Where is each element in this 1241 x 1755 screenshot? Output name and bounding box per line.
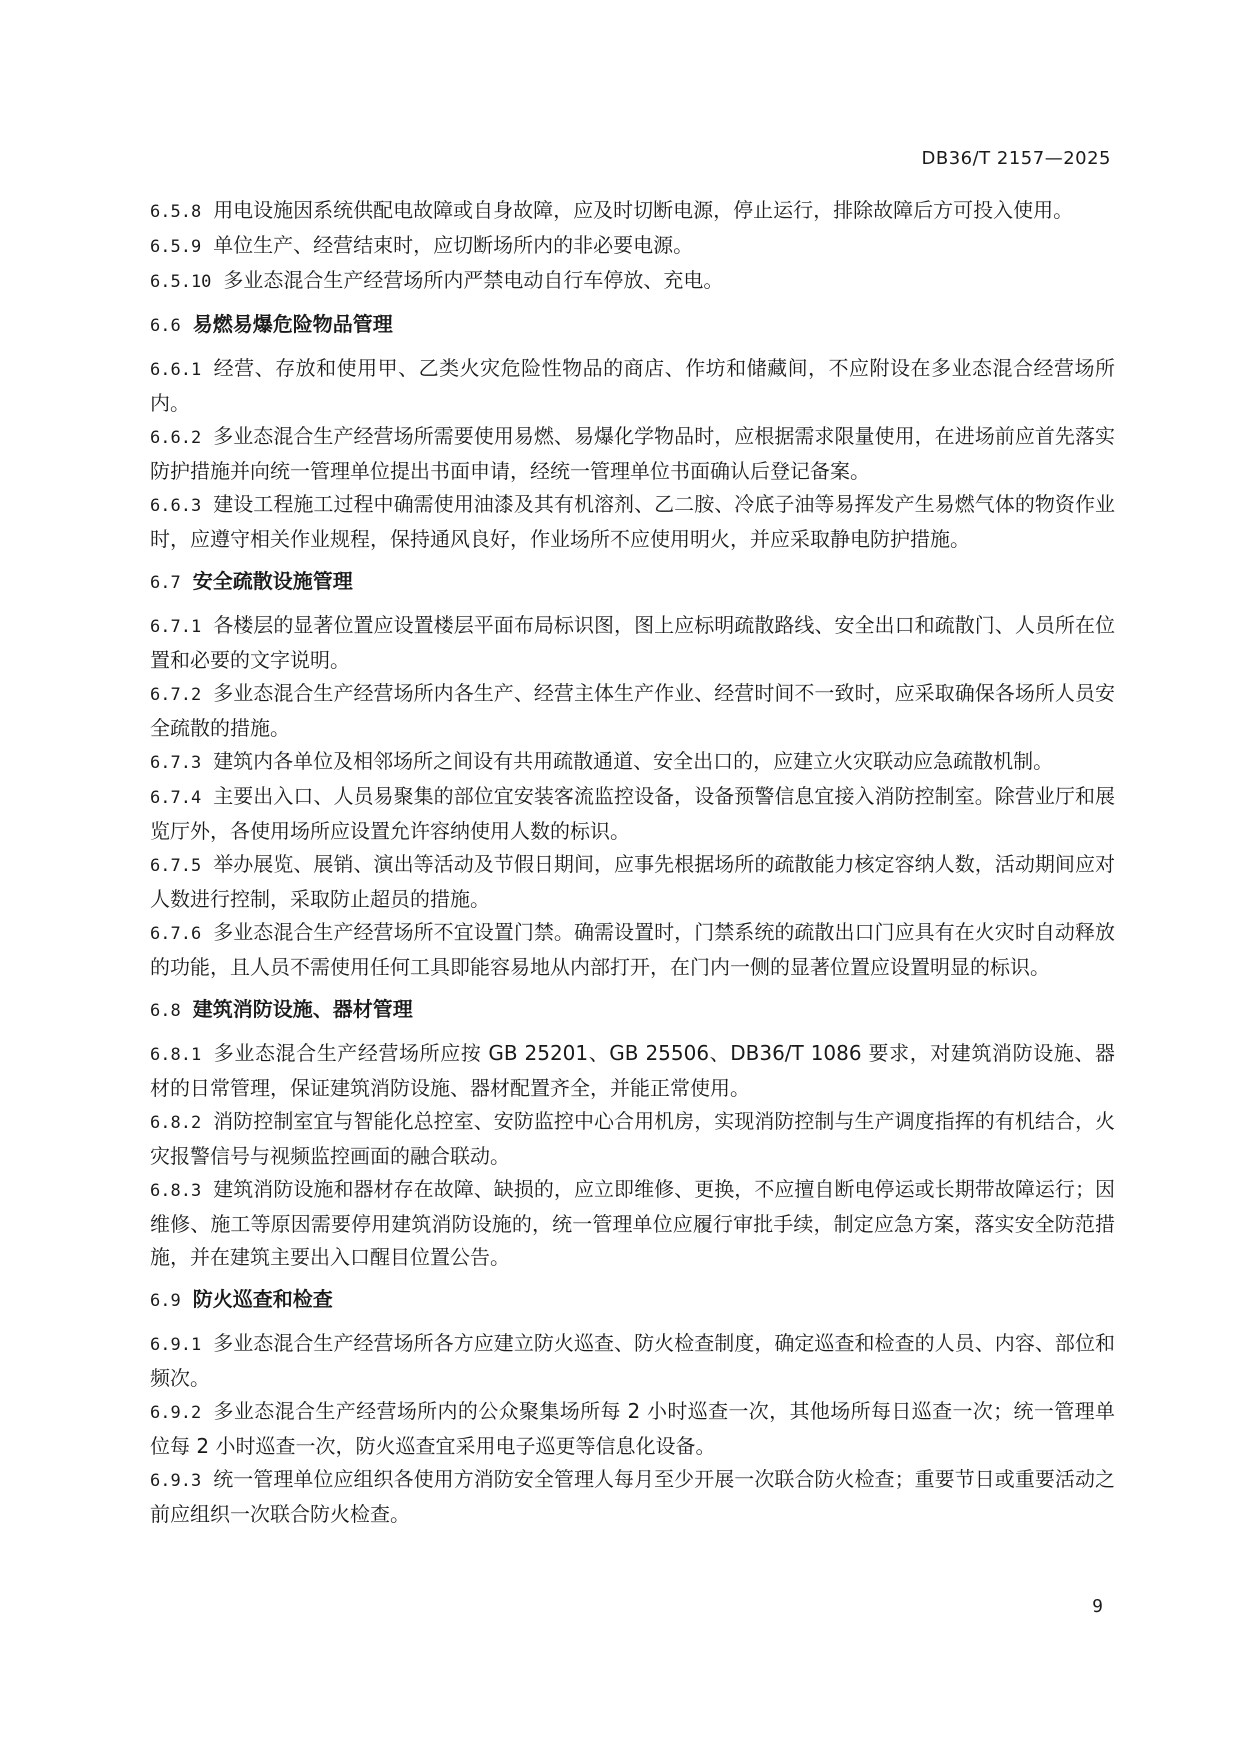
clause-number: 6.9.3: [150, 1471, 202, 1491]
clause-text: 举办展览、展销、演出等活动及节假日期间，应事先根据场所的疏散能力核定容纳人数，活动期间应对人数进行控制，采取防止超员的措施。: [150, 852, 1115, 911]
clause-paragraph: [150, 488, 1115, 556]
clause-number: 6.6.2: [150, 428, 202, 448]
clause-paragraph: [150, 194, 1115, 229]
clause-paragraph: [150, 264, 1115, 299]
heading-text: 建筑消防设施、器材管理: [192, 997, 413, 1021]
clause-number: 6.9: [150, 1291, 181, 1311]
clause-text: 多业态混合生产经营场所内各生产、经营主体生产作业、经营时间不一致时，应采取确保各场所人员安全疏散的措施。: [150, 681, 1115, 740]
clause-paragraph: [150, 745, 1115, 780]
clause-number: 6.6.1: [150, 360, 202, 380]
section-heading: [150, 1283, 1115, 1318]
clause-paragraph: [150, 677, 1115, 745]
clause-text: 用电设施因系统供配电故障或自身故障，应及时切断电源，停止运行，排除故障后方可投入使用。: [213, 198, 1074, 222]
clause-paragraph: [150, 420, 1115, 488]
clause-paragraph: [150, 916, 1115, 984]
clause-number: 6.5.10: [150, 272, 212, 292]
clause-number: 6.9.1: [150, 1335, 202, 1355]
heading-text: 防火巡查和检查: [192, 1287, 333, 1311]
clause-number: 6.7.1: [150, 617, 202, 637]
section-heading: [150, 565, 1115, 600]
clause-text: 多业态混合生产经营场所内严禁电动自行车停放、充电。: [223, 268, 724, 292]
clause-paragraph: [150, 848, 1115, 916]
clause-text: 建筑内各单位及相邻场所之间设有共用疏散通道、安全出口的，应建立火灾联动应急疏散机制。: [213, 749, 1054, 773]
document-body: [150, 194, 1115, 1531]
clause-number: 6.8.1: [150, 1045, 202, 1065]
clause-text: 单位生产、经营结束时，应切断场所内的非必要电源。: [213, 233, 694, 257]
clause-number: 6.5.8: [150, 202, 202, 222]
clause-paragraph: [150, 229, 1115, 264]
clause-paragraph: [150, 780, 1115, 848]
section-heading: [150, 993, 1115, 1028]
clause-text: 各楼层的显著位置应设置楼层平面布局标识图，图上应标明疏散路线、安全出口和疏散门、人员所在位置和必要的文字说明。: [150, 613, 1115, 672]
document-code: DB36/T 2157—2025: [921, 148, 1111, 169]
clause-number: 6.6.3: [150, 496, 202, 516]
clause-number: 6.7: [150, 573, 181, 593]
clause-text: 经营、存放和使用甲、乙类火灾危险性物品的商店、作坊和储藏间，不应附设在多业态混合经营场所内。: [150, 356, 1115, 415]
clause-number: 6.7.6: [150, 924, 202, 944]
clause-number: 6.7.2: [150, 685, 202, 705]
clause-text: 多业态混合生产经营场所应按 GB 25201、GB 25506、DB36/T 1086 要求，对建筑消防设施、器材的日常管理，保证建筑消防设施、器材配置齐全，并能正常使用。: [150, 1041, 1115, 1100]
clause-number: 6.9.2: [150, 1403, 202, 1423]
clause-text: 多业态混合生产经营场所需要使用易燃、易爆化学物品时，应根据需求限量使用，在进场前应首先落实防护措施并向统一管理单位提出书面申请，经统一管理单位书面确认后登记备案。: [150, 424, 1115, 483]
clause-paragraph: [150, 609, 1115, 677]
clause-text: 多业态混合生产经营场所不宜设置门禁。确需设置时，门禁系统的疏散出口门应具有在火灾时自动释放的功能，且人员不需使用任何工具即能容易地从内部打开，在门内一侧的显著位置应设置明显的标识。: [150, 920, 1115, 979]
clause-number: 6.7.4: [150, 788, 202, 808]
clause-text: 消防控制室宜与智能化总控室、安防监控中心合用机房，实现消防控制与生产调度指挥的有机结合，火灾报警信号与视频监控画面的融合联动。: [150, 1109, 1115, 1168]
clause-number: 6.8.3: [150, 1181, 202, 1201]
clause-number: 6.7.3: [150, 753, 202, 773]
clause-number: 6.7.5: [150, 856, 202, 876]
clause-paragraph: [150, 1395, 1115, 1463]
section-heading: [150, 308, 1115, 343]
clause-number: 6.5.9: [150, 237, 202, 257]
clause-paragraph: [150, 1037, 1115, 1105]
clause-number: 6.6: [150, 316, 181, 336]
clause-number: 6.8: [150, 1001, 181, 1021]
clause-number: 6.8.2: [150, 1113, 202, 1133]
clause-text: 多业态混合生产经营场所各方应建立防火巡查、防火检查制度，确定巡查和检查的人员、内容、部位和频次。: [150, 1331, 1115, 1390]
clause-paragraph: [150, 1463, 1115, 1531]
heading-text: 安全疏散设施管理: [192, 569, 353, 593]
clause-paragraph: [150, 1327, 1115, 1395]
clause-text: 建设工程施工过程中确需使用油漆及其有机溶剂、乙二胺、冷底子油等易挥发产生易燃气体的物资作业时，应遵守相关作业规程，保持通风良好，作业场所不应使用明火，并应采取静电防护措施。: [150, 492, 1115, 551]
page-number: 9: [1092, 1596, 1103, 1617]
clause-paragraph: [150, 1105, 1115, 1173]
clause-paragraph: [150, 352, 1115, 420]
clause-text: 主要出入口、人员易聚集的部位宜安装客流监控设备，设备预警信息宜接入消防控制室。除营业厅和展览厅外，各使用场所应设置允许容纳使用人数的标识。: [150, 784, 1115, 843]
clause-text: 多业态混合生产经营场所内的公众聚集场所每 2 小时巡查一次，其他场所每日巡查一次；统一管理单位每 2 小时巡查一次，防火巡查宜采用电子巡更等信息化设备。: [150, 1399, 1115, 1458]
heading-text: 易燃易爆危险物品管理: [192, 312, 393, 336]
clause-text: 统一管理单位应组织各使用方消防安全管理人每月至少开展一次联合防火检查；重要节日或重要活动之前应组织一次联合防火检查。: [150, 1467, 1115, 1526]
clause-text: 建筑消防设施和器材存在故障、缺损的，应立即维修、更换，不应擅自断电停运或长期带故障运行；因维修、施工等原因需要停用建筑消防设施的，统一管理单位应履行审批手续，制定应急方案，落实安全防范措施，并在建筑主要出入口醒目位置公告。: [150, 1177, 1115, 1269]
clause-paragraph: [150, 1173, 1115, 1274]
